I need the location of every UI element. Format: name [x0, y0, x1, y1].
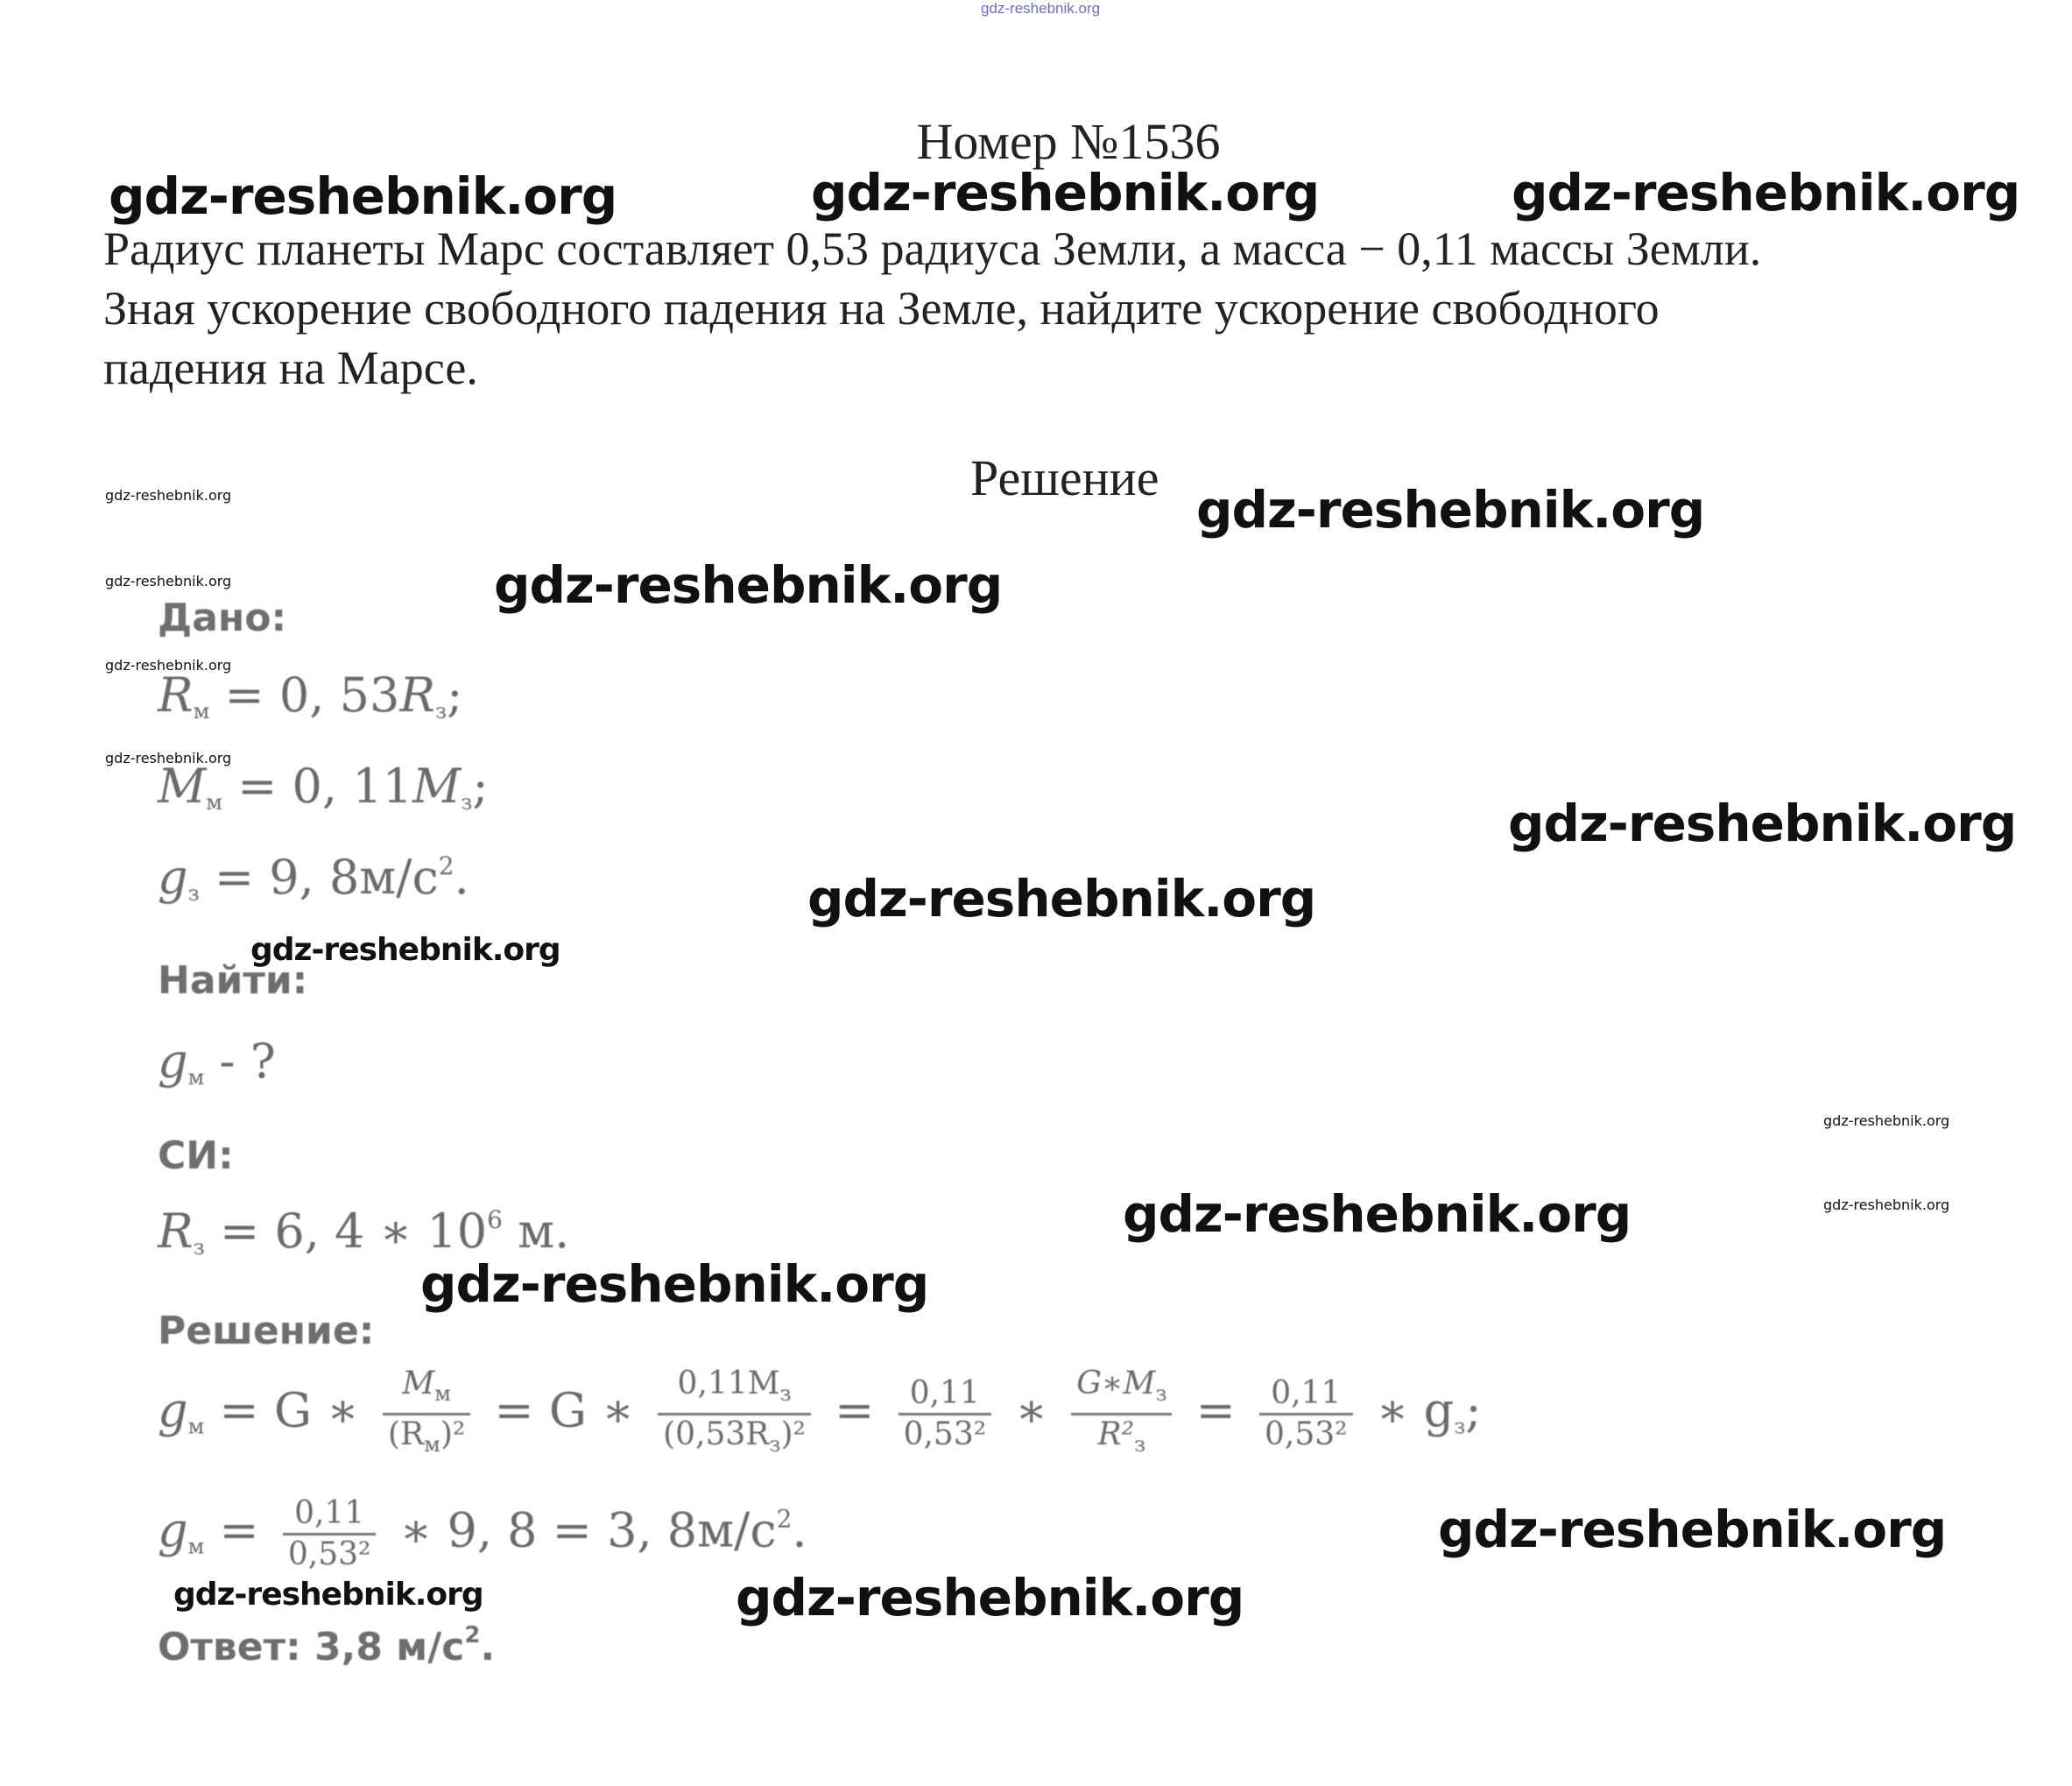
watermark: gdz-reshebnik.org [811, 163, 1320, 222]
problem-statement [103, 219, 1969, 398]
watermark: gdz-reshebnik.org [807, 869, 1316, 928]
solution-heading: Решение [970, 449, 1159, 506]
top-watermark: gdz-reshebnik.org [981, 0, 1101, 17]
given-gravity: $g_з = 9$, $8м/с^2$. [158, 850, 469, 906]
watermark: gdz-reshebnik.org [105, 657, 232, 674]
given-mass: $M_м = 0$, $11M_з$; [158, 759, 489, 815]
watermark: gdz-reshebnik.org [1512, 163, 2020, 222]
find-value: $g_м$ - ? [158, 1034, 276, 1090]
watermark: gdz-reshebnik.org [1823, 1112, 1950, 1129]
fraction: $\frac{0,11}{\text{0,53²}}$ [1259, 1374, 1353, 1454]
problem-line: Радиус планеты Марс составляет 0,53 радиуса Земли, а масса − 0,11 массы Земли. [103, 222, 1762, 275]
watermark: gdz-reshebnik.org [1196, 480, 1705, 540]
watermark: gdz-reshebnik.org [1508, 794, 2017, 853]
page-title: Номер №1536 [916, 113, 1221, 170]
si-value: $R_з = 6$, 4 ∗ $10^6$ м. [158, 1204, 570, 1260]
watermark: gdz-reshebnik.org [109, 166, 617, 226]
watermark: gdz-reshebnik.org [250, 932, 560, 968]
fraction: $\frac{0,11}{\text{0,53²}}$ [899, 1374, 992, 1454]
watermark: gdz-reshebnik.org [173, 1577, 483, 1613]
watermark: gdz-reshebnik.org [494, 555, 1003, 615]
watermark: gdz-reshebnik.org [420, 1254, 929, 1314]
solution-label: Решение: [158, 1309, 375, 1353]
watermark: gdz-reshebnik.org [105, 750, 232, 766]
watermark: gdz-reshebnik.org [1123, 1184, 1632, 1244]
solution-equation-1: $g_м = G$ ∗ $\frac{M_м}{(R_м)^2}$ = G ∗ $\frac{0,11M_з}{(0,53R_з)^2}$ = $\frac{0,11}{\text{0,53²}}$ ∗ $\frac{G∗M_з}{R^2_з}$ = $\frac{0,11}{\text{0,53²}}$ ∗ $g_з$; [158, 1365, 1482, 1464]
fraction: $\frac{G∗M_з}{R^2_з}$ [1071, 1365, 1172, 1464]
fraction: $\frac{0,11M_з}{(0,53R_з)^2}$ [658, 1365, 811, 1464]
solution-equation-2: $g_м$ = $\frac{0,11}{\text{0,53²}}$ ∗ 9, 8 = 3, $8м/с^2$. [158, 1495, 807, 1572]
si-label: СИ: [158, 1133, 234, 1178]
given-label: Дано: [158, 596, 287, 640]
watermark: gdz-reshebnik.org [736, 1568, 1244, 1627]
fraction: $\frac{M_м}{(R_м)^2}$ [383, 1365, 470, 1464]
find-label: Найти: [158, 958, 308, 1003]
watermark: gdz-reshebnik.org [1438, 1500, 1947, 1559]
watermark: gdz-reshebnik.org [105, 573, 232, 589]
watermark: gdz-reshebnik.org [1823, 1197, 1950, 1213]
problem-line: Зная ускорение свободного падения на Земле, найдите ускорение свободного [103, 282, 1660, 335]
watermark: gdz-reshebnik.org [105, 487, 232, 504]
answer: Ответ: 3,8 $м/с^2$. [158, 1622, 496, 1670]
problem-line: падения на Марсе. [103, 342, 478, 394]
given-radius: $R_м = 0$, $53R_з$; [158, 667, 463, 724]
fraction: $\frac{0,11}{\text{0,53²}}$ [283, 1494, 377, 1574]
